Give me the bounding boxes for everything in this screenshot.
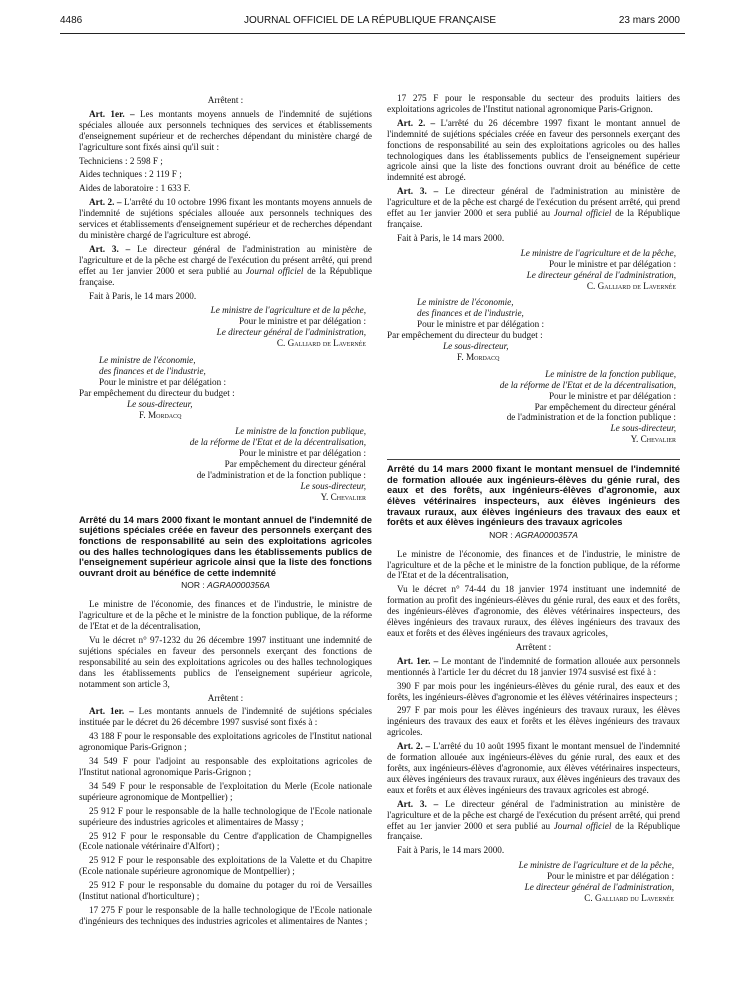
arretent-label: Arrêtent :: [515, 641, 552, 652]
signature-line: Le ministre de l'agriculture et de la pêche,: [520, 247, 676, 258]
article-1: [79, 109, 372, 153]
amount-list: [79, 731, 372, 927]
signature-line: Pour le ministre et par délégation :: [548, 390, 676, 401]
article-1: [79, 706, 372, 728]
signature-line: de l'administration et de la fonction publique :: [506, 412, 676, 423]
article-lead: Art. 1er. –: [89, 706, 134, 717]
article-text: de la République française.: [387, 820, 681, 842]
article-1: [387, 656, 680, 678]
list-item: 17 275 F pour le responsable du secteur des produits laitiers des exploitations agricoles de l'Institut national agronomique Paris-Grignon.: [387, 93, 680, 114]
article-lead: Art. 2. –: [397, 117, 436, 128]
right-column: [387, 93, 680, 910]
vu-clause: Vu le décret n° 74-44 du 18 janvier 1974 instituant une indemnité de formation au profit des ingénieurs-élèves du génie rural, des eaux et des forêts, des ingénieurs-élèves d'agronomie, des élèves vétérinaires inspecteurs, des élèves ingénieurs des travaux ruraux, des élèves ingénieurs des travaux des eaux et forêts et des élèves ingénieurs des travaux agricoles,: [387, 584, 680, 638]
signature-block: [387, 248, 680, 292]
signature-line: Pour le ministre et par délégation :: [238, 316, 366, 327]
signature-block: [79, 426, 372, 502]
amount-line: Aides techniques : 2 119 F ;: [79, 169, 182, 180]
article-text: Le directeur général de l'administration au ministère de l'agriculture et de la pêche est chargé de l'exécution du présent arrêté, qui prend effet au 1er janvier 2000 et sera publié au: [79, 243, 372, 276]
signature-line: Par empêchement du directeur général: [224, 459, 366, 470]
signature-line: de la réforme de l'Etat et de la décentralisation,: [189, 437, 366, 448]
signature-line: Le sous-directeur,: [443, 341, 509, 352]
preamble: Le ministre de l'économie, des finances et de l'industrie, le ministre de l'agriculture et de la pêche et le ministre de la fonction publique, de la réforme de l'Etat et de la décentralisation,: [79, 599, 372, 632]
signature-line: Pour le ministre et par délégation :: [548, 258, 676, 269]
article-lead: Art. 1er. –: [89, 108, 135, 119]
article-text: Le directeur général de l'administration au ministère de l'agriculture et de la pêche est chargé de l'exécution du présent arrêté, qui prend effet au 1er janvier 2000 et sera publié au: [387, 186, 680, 219]
signature-line: des finances et de l'industrie,: [99, 365, 206, 376]
signature-line: Le sous-directeur,: [300, 481, 366, 491]
signature-line: Pour le ministre et par délégation :: [99, 376, 227, 387]
article-lead: Art. 2. –: [397, 741, 431, 752]
signatory-name: Y. Chevalier: [320, 491, 366, 502]
amount-line: Aides de laboratoire : 1 633 F.: [79, 183, 191, 194]
signature-block: [387, 297, 680, 362]
article-text: de la République française.: [387, 208, 681, 229]
article-text: L'arrêté du 10 août 1995 fixant le montant mensuel de l'indemnité de formation allouée aux ingénieurs-élèves du génie rural, des eaux et des forêts, aux ingénieurs-élèves d'agronomie, aux élèves vétérinaires inspecteurs, aux élèves ingénieurs des travaux ruraux, aux élèves ingénieurs des travaux des eaux et forêts et aux élèves ingénieurs des travaux agricoles est abrogé.: [387, 741, 680, 795]
article-3: [387, 186, 680, 230]
nor-reference: [79, 580, 372, 591]
list-item: 25 912 F pour le responsable des exploitations de la Valette et du Chapitre (Ecole nationale supérieure agronomique de Montpellier) ;: [79, 855, 372, 877]
article-text: L'arrêté du 10 octobre 1996 fixant les montants moyens annuels de l'indemnité de sujétions spéciales allouée aux personnels techniques des services et établissements d'enseignement supérieur et de recherches dépendant du ministère chargé de l'agriculture est abrogé.: [79, 197, 372, 240]
signature-line: Le ministre de l'économie,: [417, 297, 514, 308]
decree-heading: Arrêté du 14 mars 2000 fixant le montant mensuel de l'indemnité de formation allouée aux ingénieurs-élèves du génie rural, des eaux et des forêts, aux ingénieurs-élèves d'agronomie, aux élèves vétérinaires inspecteurs, aux élèves ingénieurs des travaux ruraux, aux élèves ingénieurs des travaux des eaux et forêts et aux élèves ingénieurs des travaux agricoles: [387, 463, 680, 528]
list-item: 25 912 F pour le responsable du domaine du potager du roi de Versailles (Institut national d'horticulture) ;: [79, 880, 372, 902]
fait-line: Fait à Paris, le 14 mars 2000.: [397, 845, 505, 856]
signature-block: [79, 355, 372, 420]
article-lead: Art. 2. –: [89, 197, 122, 208]
signature-line: Par empêchement du directeur général: [534, 401, 676, 412]
list-item: 25 912 F pour le responsable du Centre d'application de Champignelles (Ecole nationale vétérinaire d'Alfort) ;: [79, 830, 372, 852]
article-2: [387, 118, 680, 183]
fait-line: Fait à Paris, le 14 mars 2000.: [89, 290, 197, 301]
article-3: [387, 799, 680, 843]
list-item: 17 275 F pour le responsable de la halle technologique de l'Ecole nationale d'ingénieurs des techniques des industries agricoles et alimentaires de Nantes ;: [79, 904, 372, 926]
nor-label: NOR :: [489, 529, 513, 540]
signatory-name: F. Mordacq: [457, 351, 500, 362]
nor-code: AGRA0000357A: [515, 529, 578, 540]
arretent-label: Arrêtent :: [207, 95, 244, 105]
signature-block: [79, 305, 372, 349]
signature-line: Le directeur général de l'administration,: [526, 269, 676, 280]
signatory-name: Y. Chevalier: [630, 434, 676, 445]
journal-ref: Journal officiel: [553, 208, 612, 219]
fait-line: Fait à Paris, le 14 mars 2000.: [397, 232, 505, 243]
signature-line: Le ministre de l'économie,: [99, 355, 196, 366]
article-3: [79, 244, 372, 288]
signature-line: des finances et de l'industrie,: [417, 308, 524, 319]
signature-line: Le ministre de l'agriculture et de la pêche,: [518, 860, 674, 871]
signature-line: Le ministre de l'agriculture et de la pêche,: [210, 305, 366, 316]
signature-line: Le directeur général de l'administration,: [216, 327, 366, 338]
article-text: Les montants annuels de l'indemnité de sujétions spéciales instituée par le décret du 26 décembre 1997 susvisé sont fixés à :: [79, 706, 373, 728]
nor-label: NOR :: [181, 580, 205, 591]
signature-line: Le sous-directeur,: [610, 423, 676, 434]
article-2: [387, 741, 680, 796]
signatory-name: F. Mordacq: [139, 409, 182, 420]
signatory-name: C. Galliard du Lavernée: [584, 892, 674, 903]
journal-ref: Journal officiel: [553, 820, 612, 831]
nor-reference: [387, 530, 680, 541]
issue-date: 23 mars 2000: [618, 15, 680, 26]
page-header: [60, 15, 680, 31]
preamble: Le ministre de l'économie, des finances et de l'industrie, le ministre de l'agriculture et de la pêche et le ministre de la fonction publique, de la réforme de l'Etat et de la décentralisation,: [387, 548, 680, 581]
list-item: 390 F par mois pour les ingénieurs-élèves du génie rural, des eaux et des forêts, les ingénieurs-élèves d'agronomie et les élèves vétérinaires inspecteurs ;: [387, 680, 680, 702]
article-lead: Art. 1er. –: [397, 655, 439, 666]
list-item: 43 188 F pour le responsable des exploitations agricoles de l'Institut national agronomique Paris-Grignon ;: [79, 731, 372, 753]
amount-line: Techniciens : 2 598 F ;: [79, 155, 163, 166]
page-number: 4486: [60, 15, 83, 26]
article-text: Le directeur général de l'administration au ministère de l'agriculture et de la pêche est chargé de l'exécution du présent arrêté, qui prend effet au 1er janvier 2000 et sera publié au: [387, 798, 680, 831]
signature-line: Le ministre de la fonction publique,: [545, 368, 676, 379]
left-column: [79, 93, 372, 930]
article-text: Les montants moyens annuels de l'indemnité de sujétions spéciales allouée aux personnels techniques des services et établissements d'enseignement supérieur et de recherches dépendant du ministère chargé de l'agriculture sont fixés ainsi qu'il suit :: [79, 108, 372, 152]
signatory-name: C. Galliard de Lavernée: [586, 280, 676, 291]
vu-clause: Vu le décret n° 97-1232 du 26 décembre 1997 instituant une indemnité de sujétions spéciales en faveur des personnels exerçant des fonctions de responsabilité au sein des exploitations agricoles ou des halles technologiques dans les établissements publics de l'enseignement supérieur agricole, notamment son article 3,: [79, 635, 372, 689]
article-text: Le montant de l'indemnité de formation allouée aux personnels mentionnés à l'article 1er du décret du 18 janvier 1974 susvisé est fixé à :: [387, 655, 680, 677]
signature-line: Le ministre de la fonction publique,: [235, 426, 366, 437]
signature-line: Par empêchement du directeur du budget :: [387, 330, 543, 341]
article-lead: Art. 3. –: [89, 243, 131, 254]
signature-line: Pour le ministre et par délégation :: [238, 448, 366, 459]
nor-code: AGRA0000356A: [207, 580, 270, 591]
signature-block: [387, 860, 680, 904]
list-item: 34 549 F pour l'adjoint au responsable des exploitations agricoles de l'Institut national agronomique Paris-Grignon ;: [79, 756, 372, 777]
signature-line: de l'administration et de la fonction publique :: [196, 470, 366, 481]
article-text: L'arrêté du 26 décembre 1997 fixant le montant annuel de l'indemnité de sujétions spéciales créée en faveur des personnels exerçant des fonctions de responsabilité au sein des exploitations agricoles ou des halles technologiques dans les établissements publics de l'enseignement supérieur agricole ainsi que la liste des fonctions ouvrant droit au bénéfice de cette indemnité est abrogé.: [387, 117, 680, 183]
signatory-name: C. Galliard de Lavernée: [276, 338, 366, 349]
signature-line: Par empêchement du directeur du budget :: [79, 387, 235, 398]
article-lead: Art. 3. –: [397, 186, 439, 197]
journal-title: JOURNAL OFFICIEL DE LA RÉPUBLIQUE FRANÇAISE: [243, 15, 497, 26]
article-text: de la République française.: [79, 265, 373, 287]
list-item: 297 F par mois pour les élèves ingénieurs des travaux ruraux, les élèves ingénieurs des travaux des eaux et forêts et les élèves ingénieurs des travaux agricoles.: [387, 705, 680, 738]
article-2: [79, 197, 372, 241]
journal-ref: Journal officiel: [245, 265, 304, 276]
section-divider: [387, 459, 680, 460]
list-item: 34 549 F pour le responsable de l'exploitation du Merle (Ecole nationale supérieure agronomique de Montpellier) ;: [79, 780, 372, 802]
signature-line: Le sous-directeur,: [127, 398, 193, 409]
signature-line: Le directeur général de l'administration,: [524, 882, 674, 893]
decree-heading: Arrêté du 14 mars 2000 fixant le montant annuel de l'indemnité de sujétions spéciales créée en faveur des personnels exerçant des fonctions de responsabilité au sein des exploitations agricoles ou des halles technologiques dans les établissements publics de l'enseignement supérieur agricole ainsi que la liste des fonctions ouvrant droit au bénéfice de cette indemnité: [79, 513, 372, 578]
arretent-label: Arrêtent :: [207, 692, 244, 703]
header-rule: [60, 33, 685, 34]
signature-line: Pour le ministre et par délégation :: [546, 871, 674, 882]
list-item: 25 912 F pour le responsable de la halle technologique de l'Ecole nationale supérieure des industries agricoles et alimentaires de Massy ;: [79, 805, 372, 827]
signature-line: Pour le ministre et par délégation :: [417, 319, 545, 330]
signature-block: [387, 369, 680, 445]
signature-line: de la réforme de l'Etat et de la décentralisation,: [499, 379, 676, 390]
article-lead: Art. 3. –: [397, 798, 439, 809]
